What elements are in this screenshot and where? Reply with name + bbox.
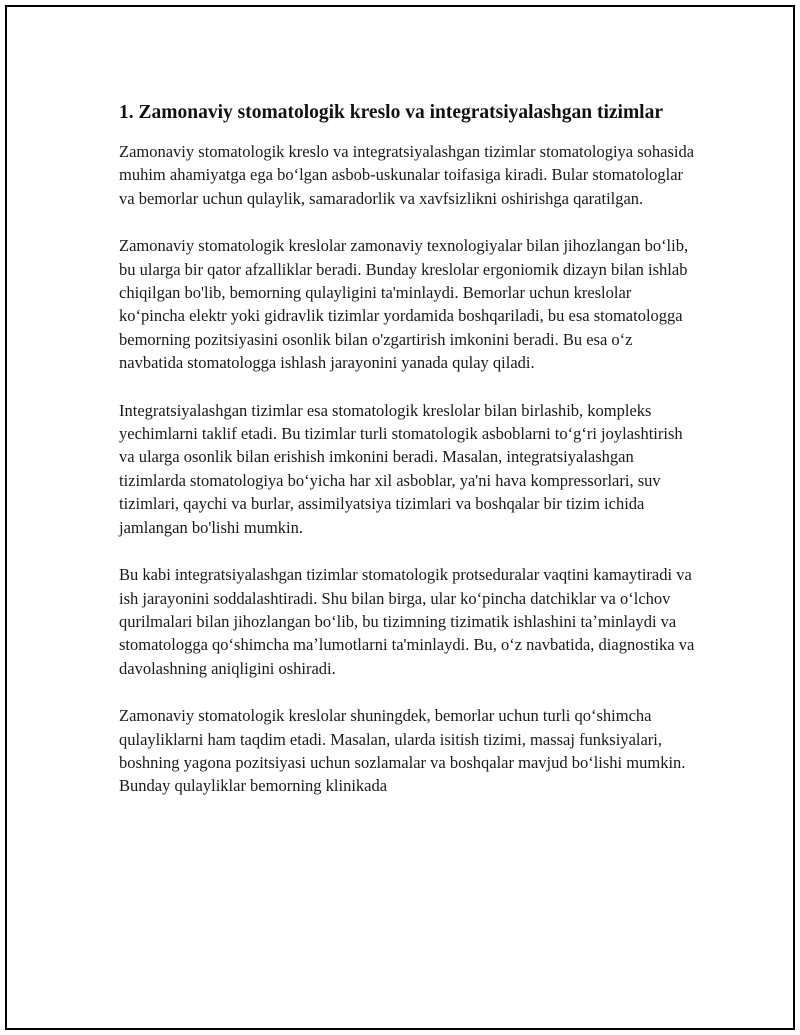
paragraph-intro: Zamonaviy stomatologik kreslo va integratsiyalashgan tizimlar stomatologiya sohasida muhim ahamiyatga ega boʻlgan asbob-uskunalar toifasiga kiradi. Bular stomatologlar va bemorlar uchun qulaylik, samaradorlik va xavfsizlikni oshirishga qaratilgan.: [119, 142, 695, 208]
paragraph-patient-comfort: Zamonaviy stomatologik kreslolar shuningdek, bemorlar uchun turli qoʻshimcha qulayliklarni ham taqdim etadi. Masalan, ularda isitish tizimi, massaj funksiyalari, boshning yagona pozitsiyasi uchun sozlamalar va boshqalar mavjud boʻlishi mumkin. Bunday qulayliklar bemorning klinikada: [119, 706, 686, 796]
paragraph-modern-chairs: Zamonaviy stomatologik kreslolar zamonaviy texnologiyalar bilan jihozlangan boʻlib, bu ularga bir qator afzalliklar beradi. Bunday kreslolar ergoniomik dizayn bilan ishlab chiqilgan bo'lib, bemorning qulayligini ta'minlaydi. Bemorlar uchun kreslolar koʻpincha elektr yoki gidravlik tizimlar yordamida boshqariladi, bu esa stomatologga bemorning pozitsiyasini osonlik bilan o'zgartirish imkonini beradi. Bu esa oʻz navbatida stomatologga ishlash jarayonini yanada qulay qiladi.: [119, 236, 689, 373]
page-frame: [5, 5, 795, 1030]
document-body: [119, 99, 699, 822]
paragraph-integrated-systems: Integratsiyalashgan tizimlar esa stomatologik kreslolar bilan birlashib, kompleks yechimlarni taklif etadi. Bu tizimlar turli stomatologik asboblarni toʻgʻri joylashtirish va ularga osonlik bilan erishish imkonini beradi. Masalan, integratsiyalashgan tizimlarda stomatologiya boʻyicha har xil asboblar, ya'ni hava kompressorlari, suv tizimlari, qaychi va burlar, assimilyatsiya tizimlari va boshqalar bir tizim ichida jamlangan bo'lishi mumkin.: [119, 400, 683, 537]
section-heading: 1. Zamonaviy stomatologik kreslo va integratsiyalashgan tizimlar: [119, 102, 664, 123]
paragraph-procedure-time: Bu kabi integratsiyalashgan tizimlar stomatologik protseduralar vaqtini kamaytiradi va ish jarayonini soddalashtiradi. Shu bilan birga, ular koʻpincha datchiklar va oʻlchov qurilmalari bilan jihozlangan boʻlib, bu tizimning tizimatik ishlashini taʼminlaydi va stomatologga qoʻshimcha maʼlumotlarni ta'minlaydi. Bu, oʻz navbatida, diagnostika va davolashning aniqligini oshiradi.: [119, 565, 695, 678]
